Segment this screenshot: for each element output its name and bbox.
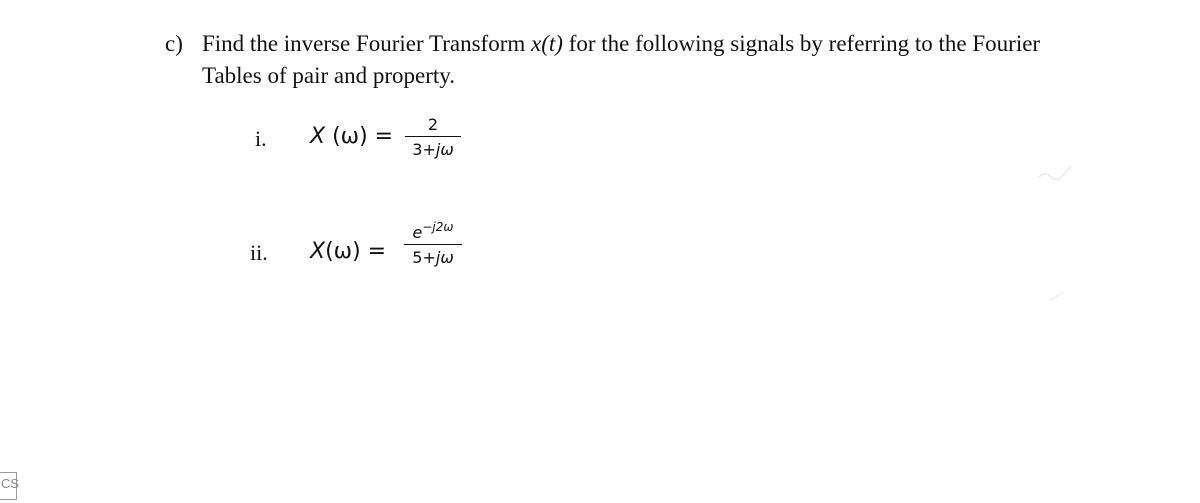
- faint-pen-mark: [1035, 163, 1075, 185]
- fraction: [405, 115, 461, 159]
- faint-pen-mark: [1048, 288, 1068, 304]
- lhs-argument: (ω) =: [325, 124, 394, 149]
- lhs-symbol: X: [310, 239, 326, 264]
- fraction-numerator: [404, 220, 462, 242]
- item-number: i.: [255, 126, 267, 151]
- item-number: ii.: [250, 240, 268, 265]
- camscanner-logo-text: CS: [1, 476, 20, 491]
- numerator-base: 2: [427, 115, 439, 134]
- camscanner-logo: [0, 472, 20, 500]
- denominator-var: jω: [435, 140, 454, 159]
- equation-lhs: [310, 239, 386, 264]
- lhs-argument: (ω) =: [325, 239, 387, 264]
- question-variable: x(t): [531, 31, 563, 56]
- question-text-end: for the following signals by referring to the Fourier Tables of pair and property.: [202, 31, 1041, 88]
- fraction-bar: [405, 136, 461, 137]
- lhs-symbol: X: [310, 124, 326, 149]
- fraction: [404, 220, 462, 267]
- question-text-start: Find the inverse Fourier Transform: [202, 31, 532, 56]
- numerator-base: e: [412, 223, 423, 242]
- fraction-numerator: [405, 115, 461, 134]
- fraction-denominator: [404, 248, 462, 267]
- question-label: c): [165, 31, 183, 56]
- fraction-bar: [404, 244, 462, 245]
- equation-lhs: [310, 124, 393, 149]
- question-text: [202, 28, 1042, 92]
- denominator-const: 3+: [412, 140, 436, 159]
- numerator-exponent: −j2ω: [422, 220, 454, 234]
- denominator-var: jω: [435, 248, 454, 267]
- denominator-const: 5+: [412, 248, 436, 267]
- fraction-denominator: [405, 140, 461, 159]
